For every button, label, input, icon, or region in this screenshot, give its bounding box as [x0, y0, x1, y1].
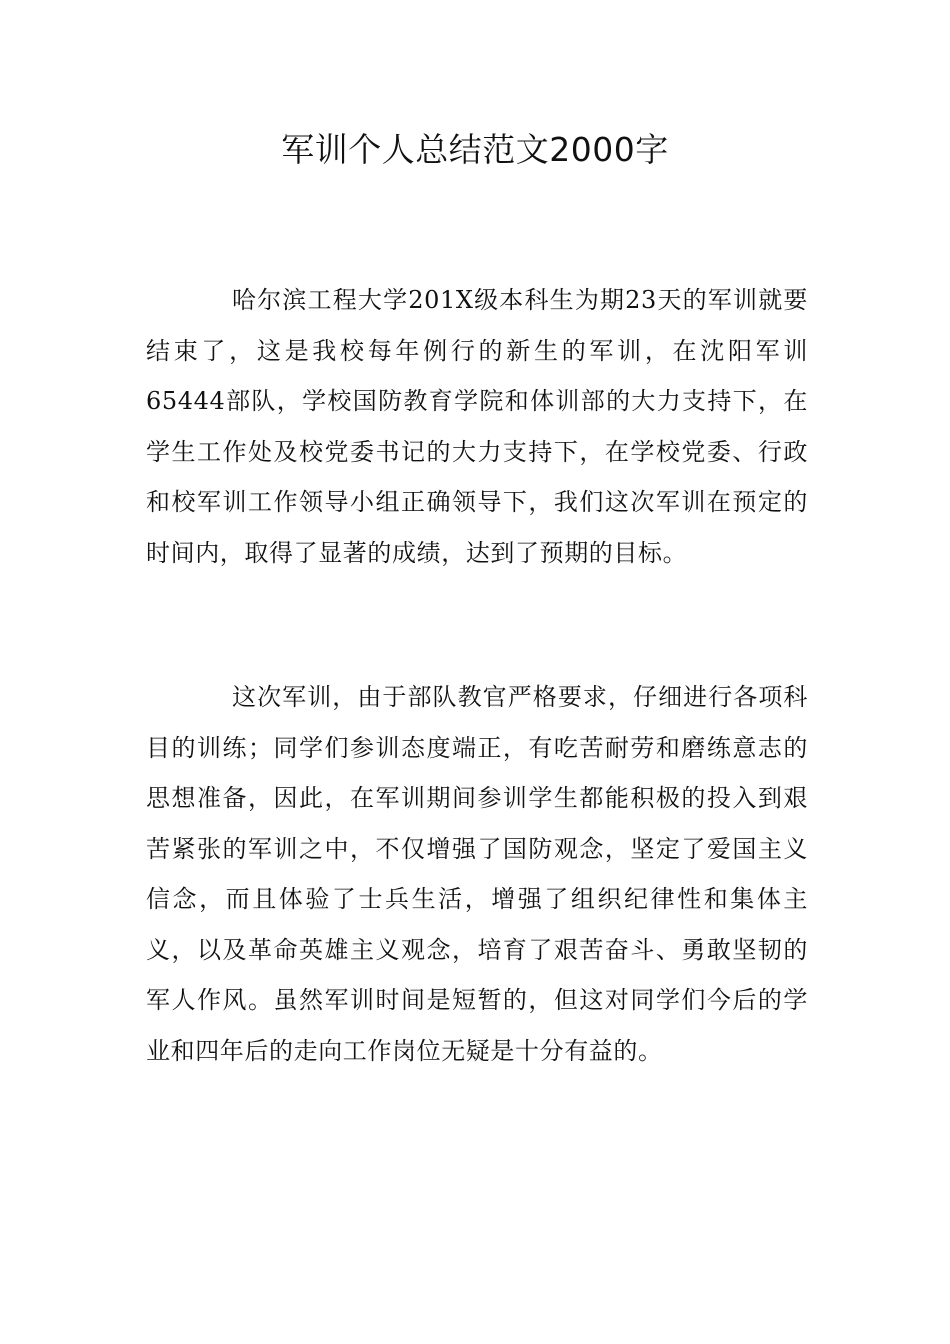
body-paragraph-1: 哈尔滨工程大学201X级本科生为期23天的军训就要结束了，这是我校每年例行的新生的军训，在沈阳军训65444部队，学校国防教育学院和体训部的大力支持下，在学生工作处及校党委书记的大力支持下，在学校党委、行政和校军训工作领导小组正确领导下，我们这次军训在预定的时间内，取得了显著的成绩，达到了预期的目标。 [146, 286, 808, 567]
document-title: 军训个人总结范文2000字 [281, 130, 669, 169]
body-paragraph-2: 这次军训，由于部队教官严格要求，仔细进行各项科目的训练；同学们参训态度端正，有吃苦耐劳和磨练意志的思想准备，因此，在军训期间参训学生都能积极的投入到艰苦紧张的军训之中，不仅增强了国防观念，坚定了爱国主义信念，而且体验了士兵生活，增强了组织纪律性和集体主义，以及革命英雄主义观念，培育了艰苦奋斗、勇敢坚韧的军人作风。虽然军训时间是短暂的，但这对同学们今后的学业和四年后的走向工作岗位无疑是十分有益的。 [146, 683, 808, 1065]
